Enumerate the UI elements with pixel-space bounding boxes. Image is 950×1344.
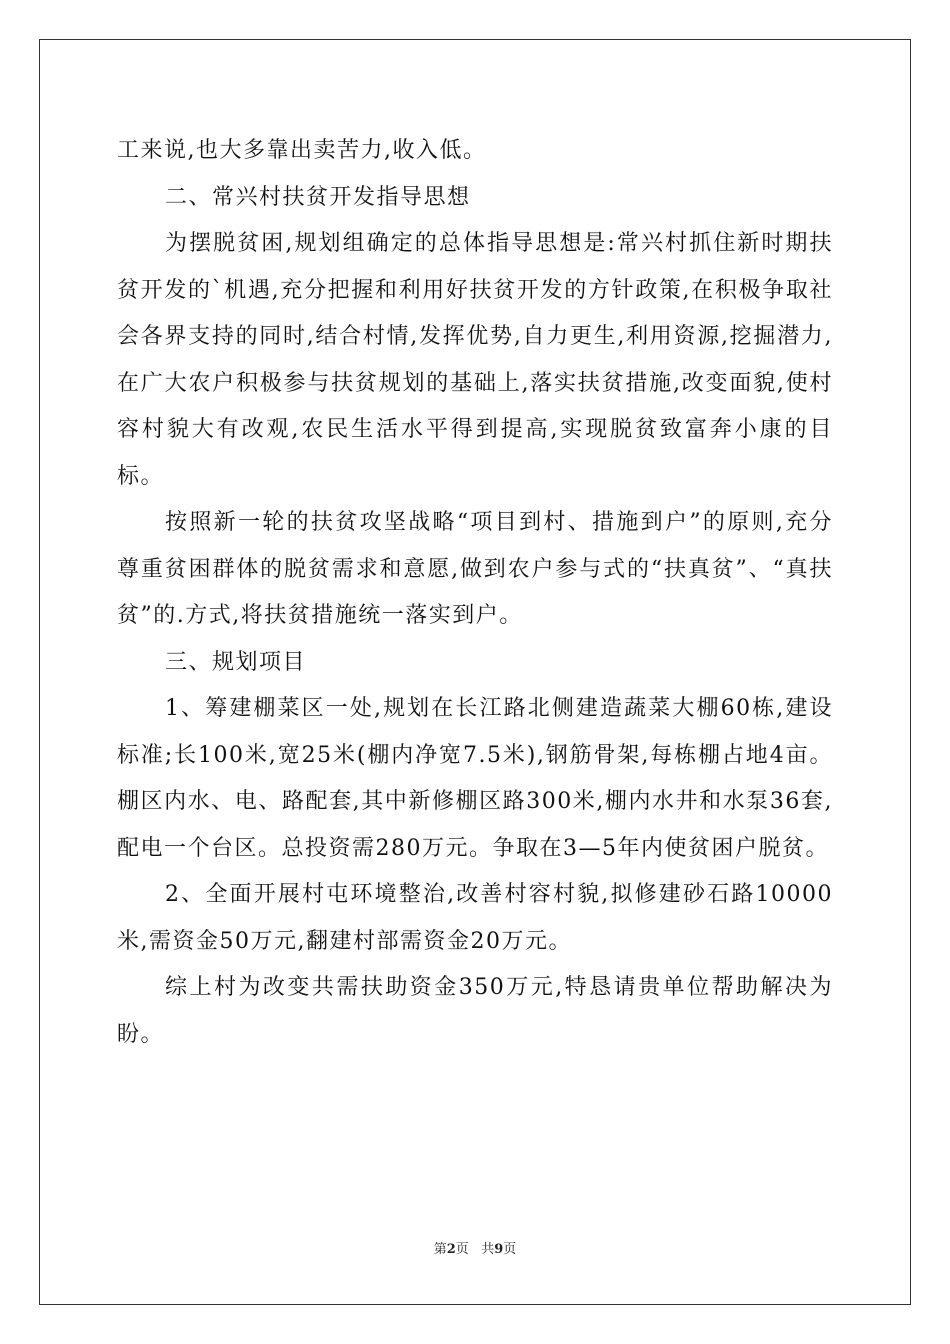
total-suffix: 页 bbox=[503, 1242, 517, 1257]
paragraph-project-2: 2、全面开展村屯环境整治,改善村容村貌,拟修建砂石路10000米,需资金50万元,翻建村部需资金20万元。 bbox=[117, 882, 833, 954]
paragraph-summary: 综上村为改变共需扶助资金350万元,特恳请贵单位帮助解决为盼。 bbox=[117, 975, 833, 1047]
total-pages: 9 bbox=[494, 1242, 504, 1257]
page-footer bbox=[0, 1238, 950, 1257]
paragraph-continuation: 工来说,也大多靠出卖苦力,收入低。 bbox=[117, 138, 487, 163]
total-prefix: 共 bbox=[481, 1242, 495, 1257]
paragraph-strategy: 按照新一轮的扶贫攻坚战略“项目到村、措施到户”的原则,充分尊重贫困群体的脱贫需求和意愿,做到农户参与式的“扶真贫”、“真扶贫”的.方式,将扶贫措施统一落实到户。 bbox=[117, 510, 833, 628]
section-heading-projects: 三、规划项目 bbox=[165, 649, 307, 675]
page-number: 2 bbox=[446, 1242, 456, 1257]
document-body bbox=[117, 128, 833, 1058]
section-heading-guiding-idea: 二、常兴村扶贫开发指导思想 bbox=[165, 184, 471, 210]
page-prefix: 第 bbox=[433, 1242, 447, 1257]
page-suffix: 页 bbox=[455, 1242, 469, 1257]
paragraph-project-1: 1、筹建棚菜区一处,规划在长江路北侧建造蔬菜大棚60栋,建设标准;长100米,宽25米(棚内净宽7.5米),钢筋骨架,每栋棚占地4亩。棚区内水、电、路配套,其中新修棚区路300米,棚内水井和水泵36套,配电一个台区。总投资需280万元。争取在3—5年内使贫困户脱贫。 bbox=[117, 696, 833, 861]
paragraph-guiding-idea: 为摆脱贫困,规划组确定的总体指导思想是:常兴村抓住新时期扶贫开发的`机遇,充分把握和利用好扶贫开发的方针政策,在积极争取社会各界支持的同时,结合村情,发挥优势,自力更生,利用资源,挖掘潜力,在广大农户积极参与扶贫规划的基础上,落实扶贫措施,改变面貌,使村容村貌大有改观,农民生活水平得到提高,实现脱贫致富奔小康的目标。 bbox=[117, 231, 833, 489]
